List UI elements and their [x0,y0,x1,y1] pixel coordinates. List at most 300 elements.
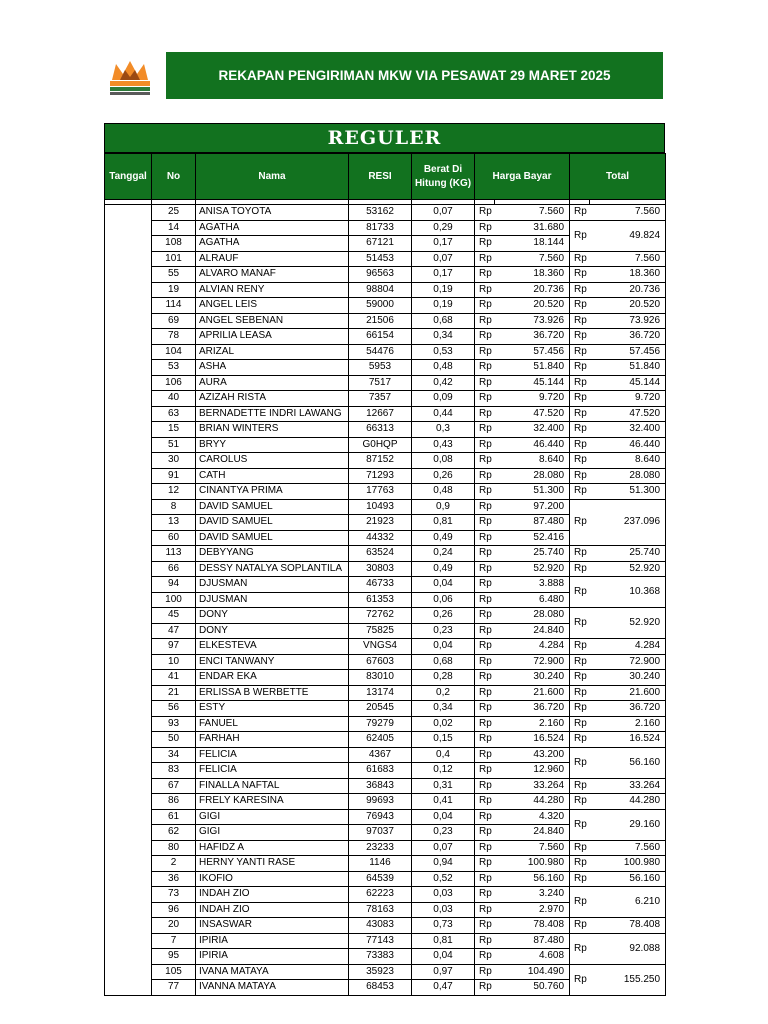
cell-no: 53 [152,360,196,376]
cell-harga-currency: Rp [475,592,495,608]
cell-resi: 67603 [349,654,412,670]
cell-harga-currency: Rp [475,530,495,546]
cell-resi: 97037 [349,825,412,841]
cell-no: 96 [152,902,196,918]
cell-harga: 78.408 [495,918,570,934]
cell-berat: 0,34 [412,329,475,345]
cell-total: 21.600 [590,685,666,701]
cell-harga: 43.200 [495,747,570,763]
cell-resi: 54476 [349,344,412,360]
cell-harga: 36.720 [495,329,570,345]
cell-harga: 21.600 [495,685,570,701]
table-row [105,375,666,391]
cell-harga-currency: Rp [475,639,495,655]
cell-nama: DONY [196,623,349,639]
cell-berat: 0,04 [412,577,475,593]
cell-harga: 20.520 [495,298,570,314]
cell-total: 52.920 [590,608,666,639]
table-row [105,933,666,949]
cell-no: 114 [152,298,196,314]
cell-total-currency: Rp [570,329,590,345]
cell-total-currency: Rp [570,251,590,267]
cell-harga: 16.524 [495,732,570,748]
cell-harga: 97.200 [495,499,570,515]
cell-no: 51 [152,437,196,453]
cell-nama: FELICIA [196,763,349,779]
cell-harga-currency: Rp [475,468,495,484]
table-row [105,251,666,267]
cell-harga-currency: Rp [475,825,495,841]
cell-no: 30 [152,453,196,469]
cell-berat: 0,07 [412,251,475,267]
cell-total: 7.560 [590,205,666,221]
cell-resi: 61353 [349,592,412,608]
cell-total: 51.840 [590,360,666,376]
cell-harga: 73.926 [495,313,570,329]
cell-harga-currency: Rp [475,856,495,872]
cell-total: 46.440 [590,437,666,453]
cell-total-currency: Rp [570,856,590,872]
cell-harga-currency: Rp [475,918,495,934]
cell-total-currency: Rp [570,453,590,469]
cell-total-currency: Rp [570,561,590,577]
cell-total: 45.144 [590,375,666,391]
cell-total: 18.360 [590,267,666,283]
cell-harga-currency: Rp [475,685,495,701]
report-title: REKAPAN PENGIRIMAN MKW VIA PESAWAT 29 MARET 2025 [166,52,663,99]
col-header-no: No [152,154,196,200]
cell-resi: 13174 [349,685,412,701]
cell-total: 20.736 [590,282,666,298]
cell-nama: ALRAUF [196,251,349,267]
cell-harga-currency: Rp [475,701,495,717]
cell-berat: 0,12 [412,763,475,779]
cell-berat: 0,07 [412,840,475,856]
cell-berat: 0,68 [412,654,475,670]
cell-berat: 0,94 [412,856,475,872]
cell-no: 36 [152,871,196,887]
cell-no: 19 [152,282,196,298]
cell-total: 33.264 [590,778,666,794]
cell-harga-currency: Rp [475,778,495,794]
cell-nama: ASHA [196,360,349,376]
cell-resi: 78163 [349,902,412,918]
cell-no: 40 [152,391,196,407]
cell-no: 78 [152,329,196,345]
cell-no: 66 [152,561,196,577]
cell-berat: 0,06 [412,592,475,608]
cell-harga: 7.560 [495,251,570,267]
cell-resi: 81733 [349,220,412,236]
cell-nama: DAVID SAMUEL [196,530,349,546]
cell-harga: 4.284 [495,639,570,655]
cell-berat: 0,49 [412,561,475,577]
cell-total-currency: Rp [570,484,590,500]
cell-no: 60 [152,530,196,546]
cell-berat: 0,04 [412,639,475,655]
cell-total-currency: Rp [570,732,590,748]
cell-harga-currency: Rp [475,933,495,949]
cell-total: 20.520 [590,298,666,314]
cell-resi: 7357 [349,391,412,407]
cell-harga-currency: Rp [475,205,495,221]
cell-berat: 0,52 [412,871,475,887]
cell-harga-currency: Rp [475,577,495,593]
cell-no: 100 [152,592,196,608]
cell-resi: 36843 [349,778,412,794]
cell-resi: 46733 [349,577,412,593]
cell-total: 78.408 [590,918,666,934]
cell-total-currency: Rp [570,747,590,778]
cell-nama: DAVID SAMUEL [196,515,349,531]
cell-berat: 0,53 [412,344,475,360]
cell-harga: 12.960 [495,763,570,779]
cell-total: 73.926 [590,313,666,329]
cell-resi: 68453 [349,980,412,996]
cell-no: 86 [152,794,196,810]
table-row [105,654,666,670]
cell-nama: FRELY KARESINA [196,794,349,810]
cell-nama: IKOFIO [196,871,349,887]
cell-total: 47.520 [590,406,666,422]
cell-berat: 0,97 [412,964,475,980]
cell-harga: 24.840 [495,825,570,841]
cell-berat: 0,07 [412,205,475,221]
cell-harga-currency: Rp [475,298,495,314]
cell-berat: 0,34 [412,701,475,717]
cell-nama: ANGEL SEBENAN [196,313,349,329]
cell-harga: 7.560 [495,840,570,856]
cell-total-currency: Rp [570,716,590,732]
cell-nama: DESSY NATALYA SOPLANTILA [196,561,349,577]
cell-berat: 0,44 [412,406,475,422]
cell-total: 44.280 [590,794,666,810]
table-row [105,716,666,732]
cell-harga-currency: Rp [475,282,495,298]
cell-total-currency: Rp [570,313,590,329]
cell-total: 25.740 [590,546,666,562]
cell-harga: 18.360 [495,267,570,283]
cell-tanggal [105,205,152,996]
cell-harga-currency: Rp [475,871,495,887]
cell-resi: 43083 [349,918,412,934]
cell-berat: 0,15 [412,732,475,748]
cell-harga: 100.980 [495,856,570,872]
cell-total-currency: Rp [570,778,590,794]
cell-no: 108 [152,236,196,252]
cell-nama: CINANTYA PRIMA [196,484,349,500]
cell-harga: 56.160 [495,871,570,887]
cell-harga: 31.680 [495,220,570,236]
cell-no: 41 [152,670,196,686]
cell-total: 237.096 [590,499,666,546]
table-row [105,453,666,469]
cell-total: 56.160 [590,747,666,778]
cell-total-currency: Rp [570,437,590,453]
cell-no: 50 [152,732,196,748]
cell-resi: 67121 [349,236,412,252]
cell-berat: 0,73 [412,918,475,934]
cell-berat: 0,68 [412,313,475,329]
cell-no: 34 [152,747,196,763]
cell-harga: 30.240 [495,670,570,686]
cell-total: 9.720 [590,391,666,407]
cell-no: 95 [152,949,196,965]
cell-nama: IVANA MATAYA [196,964,349,980]
cell-harga: 18.144 [495,236,570,252]
cell-harga-currency: Rp [475,484,495,500]
cell-harga: 51.840 [495,360,570,376]
cell-harga-currency: Rp [475,949,495,965]
table-row [105,406,666,422]
cell-no: 56 [152,701,196,717]
cell-total-currency: Rp [570,918,590,934]
cell-resi: 96563 [349,267,412,283]
cell-resi: 72762 [349,608,412,624]
cell-nama: FARHAH [196,732,349,748]
company-logo [106,58,154,98]
cell-harga-currency: Rp [475,329,495,345]
cell-berat: 0,04 [412,809,475,825]
cell-resi: 62223 [349,887,412,903]
cell-resi: 21923 [349,515,412,531]
cell-no: 101 [152,251,196,267]
cell-berat: 0,42 [412,375,475,391]
table-row [105,608,666,624]
cell-harga: 72.900 [495,654,570,670]
cell-total: 30.240 [590,670,666,686]
cell-total-currency: Rp [570,654,590,670]
cell-nama: IVANNA MATAYA [196,980,349,996]
cell-harga-currency: Rp [475,654,495,670]
cell-nama: INSASWAR [196,918,349,934]
cell-total: 155.250 [590,964,666,995]
table-row [105,778,666,794]
table-row [105,964,666,980]
cell-nama: CATH [196,468,349,484]
cell-harga: 2.970 [495,902,570,918]
cell-total: 52.920 [590,561,666,577]
cell-nama: FANUEL [196,716,349,732]
cell-resi: 35923 [349,964,412,980]
cell-harga: 51.300 [495,484,570,500]
cell-berat: 0,4 [412,747,475,763]
table-row [105,220,666,236]
cell-nama: FINALLA NAFTAL [196,778,349,794]
cell-resi: 17763 [349,484,412,500]
cell-no: 94 [152,577,196,593]
cell-resi: 20545 [349,701,412,717]
cell-total-currency: Rp [570,840,590,856]
cell-harga: 28.080 [495,468,570,484]
shipment-table [104,153,666,996]
cell-no: 91 [152,468,196,484]
cell-berat: 0,04 [412,949,475,965]
cell-resi: 62405 [349,732,412,748]
col-header-tanggal: Tanggal [105,154,152,200]
cell-harga: 9.720 [495,391,570,407]
cell-harga: 24.840 [495,623,570,639]
cell-harga-currency: Rp [475,267,495,283]
cell-berat: 0,81 [412,515,475,531]
cell-berat: 0,17 [412,267,475,283]
cell-no: 14 [152,220,196,236]
cell-total: 92.088 [590,933,666,964]
cell-no: 45 [152,608,196,624]
cell-resi: 5953 [349,360,412,376]
cell-nama: DEBYYANG [196,546,349,562]
cell-no: 67 [152,778,196,794]
cell-resi: 98804 [349,282,412,298]
cell-berat: 0,17 [412,236,475,252]
cell-berat: 0,09 [412,391,475,407]
cell-total: 57.456 [590,344,666,360]
cell-total: 7.560 [590,840,666,856]
cell-resi: 12667 [349,406,412,422]
cell-total-currency: Rp [570,871,590,887]
cell-total-currency: Rp [570,577,590,608]
cell-total: 8.640 [590,453,666,469]
table-row [105,298,666,314]
cell-harga: 7.560 [495,205,570,221]
table-row [105,809,666,825]
cell-berat: 0,31 [412,778,475,794]
cell-total-currency: Rp [570,406,590,422]
cell-harga-currency: Rp [475,422,495,438]
cell-harga: 52.920 [495,561,570,577]
cell-nama: APRILIA LEASA [196,329,349,345]
table-row [105,887,666,903]
cell-no: 106 [152,375,196,391]
cell-resi: G0HQP [349,437,412,453]
cell-harga-currency: Rp [475,887,495,903]
cell-berat: 0,43 [412,437,475,453]
cell-total-currency: Rp [570,670,590,686]
cell-harga: 4.608 [495,949,570,965]
cell-resi: 83010 [349,670,412,686]
cell-harga-currency: Rp [475,391,495,407]
cell-harga-currency: Rp [475,499,495,515]
table-row [105,732,666,748]
table-row [105,577,666,593]
cell-berat: 0,24 [412,546,475,562]
cell-harga: 2.160 [495,716,570,732]
cell-harga-currency: Rp [475,716,495,732]
cell-nama: ANGEL LEIS [196,298,349,314]
cell-no: 77 [152,980,196,996]
cell-harga: 87.480 [495,933,570,949]
cell-total-currency: Rp [570,298,590,314]
table-row [105,856,666,872]
cell-no: 73 [152,887,196,903]
cell-harga: 87.480 [495,515,570,531]
cell-no: 93 [152,716,196,732]
table-row [105,685,666,701]
cell-no: 97 [152,639,196,655]
table-row [105,205,666,221]
shipment-table-section [104,123,665,996]
cell-harga-currency: Rp [475,670,495,686]
cell-berat: 0,08 [412,453,475,469]
cell-nama: INDAH ZIO [196,902,349,918]
cell-resi: 51453 [349,251,412,267]
section-title: REGULER [104,123,665,153]
cell-berat: 0,03 [412,902,475,918]
cell-nama: IPIRIA [196,949,349,965]
table-row [105,639,666,655]
cell-no: 62 [152,825,196,841]
table-row [105,701,666,717]
cell-resi: 99693 [349,794,412,810]
cell-total-currency: Rp [570,887,590,918]
cell-harga-currency: Rp [475,608,495,624]
cell-nama: ESTY [196,701,349,717]
table-row [105,561,666,577]
cell-total-currency: Rp [570,639,590,655]
cell-nama: HERNY YANTI RASE [196,856,349,872]
cell-no: 8 [152,499,196,515]
cell-harga-currency: Rp [475,437,495,453]
cell-harga-currency: Rp [475,809,495,825]
cell-total: 10.368 [590,577,666,608]
table-row [105,794,666,810]
cell-berat: 0,3 [412,422,475,438]
cell-total-currency: Rp [570,701,590,717]
cell-no: 104 [152,344,196,360]
cell-total-currency: Rp [570,360,590,376]
cell-nama: BRIAN WINTERS [196,422,349,438]
cell-harga: 50.760 [495,980,570,996]
cell-berat: 0,49 [412,530,475,546]
cell-berat: 0,48 [412,484,475,500]
cell-total: 49.824 [590,220,666,251]
table-row [105,360,666,376]
table-row [105,670,666,686]
cell-total-currency: Rp [570,499,590,546]
cell-no: 21 [152,685,196,701]
cell-nama: HAFIDZ A [196,840,349,856]
cell-total: 100.980 [590,856,666,872]
col-header-total: Total [570,154,666,200]
cell-harga-currency: Rp [475,360,495,376]
cell-harga: 104.490 [495,964,570,980]
table-row [105,267,666,283]
cell-resi: 71293 [349,468,412,484]
cell-nama: BERNADETTE INDRI LAWANG [196,406,349,422]
table-row [105,484,666,500]
cell-nama: DJUSMAN [196,577,349,593]
cell-resi: VNGS4 [349,639,412,655]
cell-berat: 0,9 [412,499,475,515]
cell-harga-currency: Rp [475,732,495,748]
col-header-harga: Harga Bayar [475,154,570,200]
cell-no: 15 [152,422,196,438]
cell-harga: 47.520 [495,406,570,422]
cell-harga-currency: Rp [475,406,495,422]
cell-nama: IPIRIA [196,933,349,949]
table-row [105,282,666,298]
cell-resi: 44332 [349,530,412,546]
cell-berat: 0,2 [412,685,475,701]
cell-resi: 7517 [349,375,412,391]
cell-resi: 76943 [349,809,412,825]
cell-total-currency: Rp [570,267,590,283]
cell-total-currency: Rp [570,391,590,407]
table-row [105,329,666,345]
table-row [105,344,666,360]
cell-total-currency: Rp [570,685,590,701]
cell-berat: 0,03 [412,887,475,903]
